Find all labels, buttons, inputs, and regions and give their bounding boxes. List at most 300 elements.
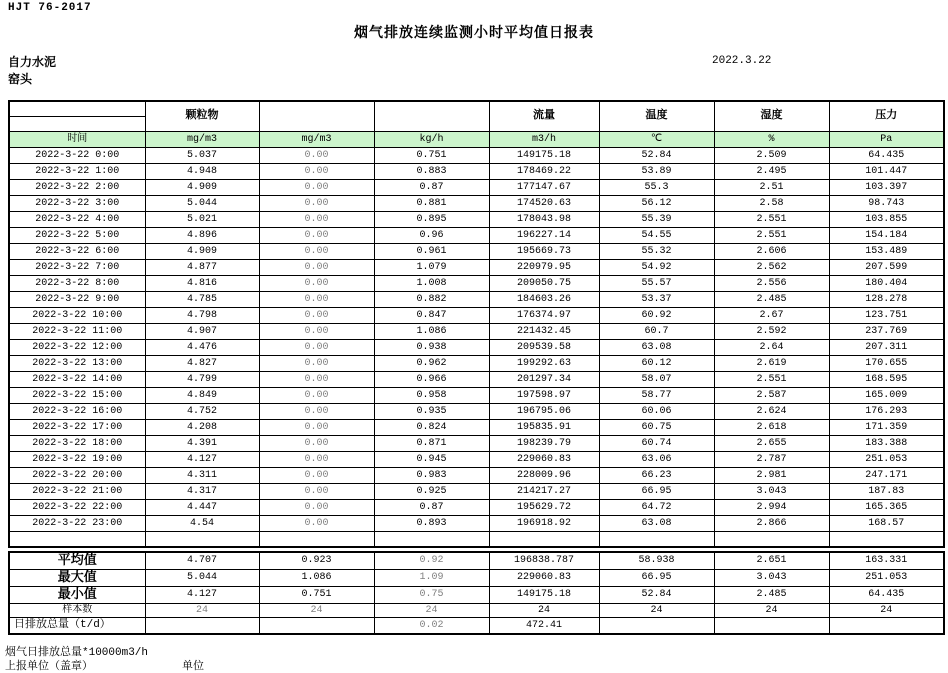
cell-value: 0.882 — [374, 292, 489, 308]
summary-value — [714, 618, 829, 635]
cell-value: 149175.18 — [489, 148, 599, 164]
cell-value: 123.751 — [829, 308, 944, 324]
table-row — [9, 244, 944, 260]
table-row — [9, 420, 944, 436]
summary-label: 最小值 — [9, 587, 145, 604]
summary-value: 52.84 — [599, 587, 714, 604]
cell-value: 53.89 — [599, 164, 714, 180]
cell-value: 60.7 — [599, 324, 714, 340]
summary-value: 3.043 — [714, 570, 829, 587]
cell-value: 154.184 — [829, 228, 944, 244]
cell-value: 199292.63 — [489, 356, 599, 372]
unit-header: mg/m3 — [259, 132, 374, 148]
unit-header: kg/h — [374, 132, 489, 148]
summary-row — [9, 587, 944, 604]
table-row — [9, 356, 944, 372]
summary-value: 24 — [489, 604, 599, 618]
table-area — [8, 100, 945, 635]
cell-value: 0.00 — [259, 196, 374, 212]
cell-time: 2022-3-22 1:00 — [9, 164, 145, 180]
cell-time: 2022-3-22 19:00 — [9, 452, 145, 468]
cell-value: 4.907 — [145, 324, 259, 340]
cell-value: 0.958 — [374, 388, 489, 404]
summary-value: 64.435 — [829, 587, 944, 604]
cell-value: 196918.92 — [489, 516, 599, 532]
cell-value: 0.893 — [374, 516, 489, 532]
table-row — [9, 196, 944, 212]
cell-value: 2.495 — [714, 164, 829, 180]
cell-value: 198239.79 — [489, 436, 599, 452]
cell-value: 165.009 — [829, 388, 944, 404]
summary-value: 24 — [145, 604, 259, 618]
summary-value: 1.086 — [259, 570, 374, 587]
cell-value: 4.752 — [145, 404, 259, 420]
header-spacer-cell — [9, 117, 145, 132]
cell-value: 53.37 — [599, 292, 714, 308]
summary-value: 24 — [714, 604, 829, 618]
cell-value: 60.12 — [599, 356, 714, 372]
unit-header: % — [714, 132, 829, 148]
cell-value: 1.086 — [374, 324, 489, 340]
table-row — [9, 372, 944, 388]
column-group-header — [374, 101, 489, 132]
cell-value: 64.72 — [599, 500, 714, 516]
column-group-header — [259, 101, 374, 132]
cell-value: 214217.27 — [489, 484, 599, 500]
cell-value: 4.816 — [145, 276, 259, 292]
cell-value: 4.54 — [145, 516, 259, 532]
cell-value: 2.592 — [714, 324, 829, 340]
column-group-header: 流量 — [489, 101, 599, 132]
summary-value — [145, 618, 259, 635]
cell-value: 4.476 — [145, 340, 259, 356]
cell-value: 2.551 — [714, 212, 829, 228]
data-table — [8, 100, 945, 548]
footer-note: 烟气日排放总量*10000m3/h — [5, 647, 149, 659]
summary-value: 2.485 — [714, 587, 829, 604]
cell-value: 0.00 — [259, 244, 374, 260]
summary-value: 5.044 — [145, 570, 259, 587]
cell-time: 2022-3-22 20:00 — [9, 468, 145, 484]
cell-value: 4.317 — [145, 484, 259, 500]
summary-row — [9, 618, 944, 635]
cell-value: 153.489 — [829, 244, 944, 260]
empty-cell — [714, 532, 829, 548]
cell-time: 2022-3-22 9:00 — [9, 292, 145, 308]
summary-value: 149175.18 — [489, 587, 599, 604]
summary-value: 66.95 — [599, 570, 714, 587]
cell-value: 0.847 — [374, 308, 489, 324]
cell-value: 0.00 — [259, 180, 374, 196]
summary-value: 2.651 — [714, 552, 829, 570]
cell-value: 195629.72 — [489, 500, 599, 516]
table-row — [9, 452, 944, 468]
cell-value: 4.896 — [145, 228, 259, 244]
summary-value: 0.751 — [259, 587, 374, 604]
cell-time: 2022-3-22 23:00 — [9, 516, 145, 532]
table-row — [9, 468, 944, 484]
table-row — [9, 212, 944, 228]
cell-value: 2.655 — [714, 436, 829, 452]
cell-value: 0.751 — [374, 148, 489, 164]
cell-value: 177147.67 — [489, 180, 599, 196]
cell-value: 2.619 — [714, 356, 829, 372]
table-row — [9, 340, 944, 356]
table-row — [9, 500, 944, 516]
summary-value: 4.707 — [145, 552, 259, 570]
cell-value: 58.07 — [599, 372, 714, 388]
header-spacer-cell — [9, 101, 145, 117]
cell-value: 4.798 — [145, 308, 259, 324]
cell-value: 54.55 — [599, 228, 714, 244]
summary-value: 0.75 — [374, 587, 489, 604]
cell-value: 0.824 — [374, 420, 489, 436]
cell-value: 170.655 — [829, 356, 944, 372]
cell-value: 64.435 — [829, 148, 944, 164]
cell-value: 247.171 — [829, 468, 944, 484]
table-row — [9, 404, 944, 420]
summary-value: 251.053 — [829, 570, 944, 587]
cell-value: 4.909 — [145, 180, 259, 196]
cell-value: 0.00 — [259, 420, 374, 436]
empty-cell — [599, 532, 714, 548]
cell-value: 55.57 — [599, 276, 714, 292]
cell-value: 0.00 — [259, 436, 374, 452]
cell-value: 63.06 — [599, 452, 714, 468]
summary-value: 229060.83 — [489, 570, 599, 587]
cell-value: 209539.58 — [489, 340, 599, 356]
table-row — [9, 308, 944, 324]
table-row — [9, 516, 944, 532]
cell-value: 0.966 — [374, 372, 489, 388]
cell-value: 2.551 — [714, 372, 829, 388]
cell-value: 2.67 — [714, 308, 829, 324]
cell-value: 0.00 — [259, 148, 374, 164]
cell-time: 2022-3-22 12:00 — [9, 340, 145, 356]
cell-time: 2022-3-22 7:00 — [9, 260, 145, 276]
cell-value: 228009.96 — [489, 468, 599, 484]
cell-value: 2.64 — [714, 340, 829, 356]
summary-value: 4.127 — [145, 587, 259, 604]
cell-value: 2.58 — [714, 196, 829, 212]
cell-value: 0.00 — [259, 484, 374, 500]
cell-time: 2022-3-22 10:00 — [9, 308, 145, 324]
cell-value: 3.043 — [714, 484, 829, 500]
summary-label: 日排放总量（t/d） — [9, 618, 145, 635]
cell-value: 187.83 — [829, 484, 944, 500]
cell-value: 0.00 — [259, 324, 374, 340]
cell-value: 63.08 — [599, 516, 714, 532]
cell-value: 2.51 — [714, 180, 829, 196]
cell-value: 0.00 — [259, 276, 374, 292]
cell-value: 0.00 — [259, 500, 374, 516]
cell-value: 2.866 — [714, 516, 829, 532]
summary-table — [8, 551, 945, 635]
cell-value: 229060.83 — [489, 452, 599, 468]
cell-value: 60.92 — [599, 308, 714, 324]
cell-time: 2022-3-22 2:00 — [9, 180, 145, 196]
cell-value: 0.00 — [259, 404, 374, 420]
cell-value: 168.57 — [829, 516, 944, 532]
cell-value: 58.77 — [599, 388, 714, 404]
cell-value: 2.618 — [714, 420, 829, 436]
cell-time: 2022-3-22 17:00 — [9, 420, 145, 436]
cell-value: 0.00 — [259, 340, 374, 356]
table-row — [9, 228, 944, 244]
summary-value: 24 — [259, 604, 374, 618]
cell-value: 176.293 — [829, 404, 944, 420]
cell-value: 237.769 — [829, 324, 944, 340]
summary-label: 最大值 — [9, 570, 145, 587]
cell-value: 0.96 — [374, 228, 489, 244]
cell-value: 0.881 — [374, 196, 489, 212]
cell-value: 0.00 — [259, 356, 374, 372]
cell-value: 66.23 — [599, 468, 714, 484]
cell-value: 5.044 — [145, 196, 259, 212]
summary-row — [9, 552, 944, 570]
table-row — [9, 324, 944, 340]
cell-time: 2022-3-22 5:00 — [9, 228, 145, 244]
cell-value: 178469.22 — [489, 164, 599, 180]
column-group-header: 湿度 — [714, 101, 829, 132]
cell-value: 2.981 — [714, 468, 829, 484]
cell-value: 0.938 — [374, 340, 489, 356]
summary-value: 1.09 — [374, 570, 489, 587]
summary-value — [599, 618, 714, 635]
cell-value: 55.39 — [599, 212, 714, 228]
summary-label: 样本数 — [9, 604, 145, 618]
cell-value: 171.359 — [829, 420, 944, 436]
station-name: 窑头 — [8, 73, 33, 87]
cell-value: 4.785 — [145, 292, 259, 308]
cell-value: 60.06 — [599, 404, 714, 420]
cell-value: 2.606 — [714, 244, 829, 260]
cell-value: 209050.75 — [489, 276, 599, 292]
time-column-header: 时间 — [9, 132, 145, 148]
footer-signature-line — [5, 657, 505, 673]
cell-value: 251.053 — [829, 452, 944, 468]
cell-value: 4.208 — [145, 420, 259, 436]
cell-value: 103.397 — [829, 180, 944, 196]
doc-code: HJT 76-2017 — [8, 2, 92, 14]
cell-value: 4.447 — [145, 500, 259, 516]
unit-header: ℃ — [599, 132, 714, 148]
cell-value: 195669.73 — [489, 244, 599, 260]
empty-row — [9, 532, 944, 548]
cell-value: 2.485 — [714, 292, 829, 308]
cell-value: 207.311 — [829, 340, 944, 356]
cell-value: 4.311 — [145, 468, 259, 484]
company-name: 自力水泥 — [8, 56, 57, 70]
cell-time: 2022-3-22 3:00 — [9, 196, 145, 212]
report-date: 2022.3.22 — [712, 55, 772, 67]
cell-value: 5.037 — [145, 148, 259, 164]
cell-value: 0.962 — [374, 356, 489, 372]
cell-time: 2022-3-22 6:00 — [9, 244, 145, 260]
cell-value: 4.127 — [145, 452, 259, 468]
summary-value: 24 — [374, 604, 489, 618]
cell-value: 1.079 — [374, 260, 489, 276]
cell-value: 0.983 — [374, 468, 489, 484]
cell-value: 220979.95 — [489, 260, 599, 276]
cell-time: 2022-3-22 11:00 — [9, 324, 145, 340]
cell-time: 2022-3-22 18:00 — [9, 436, 145, 452]
cell-value: 178043.98 — [489, 212, 599, 228]
empty-cell — [259, 532, 374, 548]
summary-value: 0.923 — [259, 552, 374, 570]
cell-value: 0.87 — [374, 180, 489, 196]
cell-time: 2022-3-22 0:00 — [9, 148, 145, 164]
cell-value: 4.799 — [145, 372, 259, 388]
cell-value: 56.12 — [599, 196, 714, 212]
cell-value: 128.278 — [829, 292, 944, 308]
cell-value: 0.00 — [259, 452, 374, 468]
cell-value: 183.388 — [829, 436, 944, 452]
cell-value: 0.00 — [259, 388, 374, 404]
table-row — [9, 148, 944, 164]
cell-value: 2.587 — [714, 388, 829, 404]
summary-row — [9, 570, 944, 587]
column-group-header: 颗粒物 — [145, 101, 259, 132]
cell-value: 4.948 — [145, 164, 259, 180]
cell-value: 2.624 — [714, 404, 829, 420]
cell-time: 2022-3-22 15:00 — [9, 388, 145, 404]
cell-value: 0.00 — [259, 516, 374, 532]
empty-cell — [9, 532, 145, 548]
cell-value: 0.00 — [259, 292, 374, 308]
cell-time: 2022-3-22 4:00 — [9, 212, 145, 228]
cell-value: 4.827 — [145, 356, 259, 372]
cell-value: 2.562 — [714, 260, 829, 276]
table-row — [9, 292, 944, 308]
cell-value: 2.787 — [714, 452, 829, 468]
empty-cell — [374, 532, 489, 548]
cell-value: 66.95 — [599, 484, 714, 500]
cell-value: 2.994 — [714, 500, 829, 516]
table-row — [9, 484, 944, 500]
cell-value: 2.551 — [714, 228, 829, 244]
column-group-header: 压力 — [829, 101, 944, 132]
page-title: 烟气排放连续监测小时平均值日报表 — [354, 26, 594, 42]
empty-cell — [829, 532, 944, 548]
cell-value: 176374.97 — [489, 308, 599, 324]
summary-value: 0.02 — [374, 618, 489, 635]
cell-value: 0.883 — [374, 164, 489, 180]
cell-value: 0.925 — [374, 484, 489, 500]
cell-value: 168.595 — [829, 372, 944, 388]
cell-value: 55.32 — [599, 244, 714, 260]
summary-value: 58.938 — [599, 552, 714, 570]
table-row — [9, 436, 944, 452]
cell-value: 52.84 — [599, 148, 714, 164]
cell-value: 0.945 — [374, 452, 489, 468]
cell-value: 5.021 — [145, 212, 259, 228]
cell-value: 196227.14 — [489, 228, 599, 244]
cell-value: 103.855 — [829, 212, 944, 228]
unit-label: 单位 — [182, 661, 204, 673]
summary-value: 24 — [599, 604, 714, 618]
cell-value: 0.00 — [259, 228, 374, 244]
cell-value: 63.08 — [599, 340, 714, 356]
empty-cell — [489, 532, 599, 548]
cell-value: 221432.45 — [489, 324, 599, 340]
summary-value: 163.331 — [829, 552, 944, 570]
cell-value: 0.961 — [374, 244, 489, 260]
table-row — [9, 164, 944, 180]
cell-value: 0.935 — [374, 404, 489, 420]
cell-value: 0.00 — [259, 164, 374, 180]
summary-value: 472.41 — [489, 618, 599, 635]
cell-time: 2022-3-22 21:00 — [9, 484, 145, 500]
cell-value: 0.00 — [259, 212, 374, 228]
summary-value: 24 — [829, 604, 944, 618]
cell-value: 0.00 — [259, 372, 374, 388]
unit-header-row — [9, 132, 944, 148]
cell-value: 201297.34 — [489, 372, 599, 388]
cell-value: 0.895 — [374, 212, 489, 228]
cell-value: 2.556 — [714, 276, 829, 292]
cell-value: 0.00 — [259, 308, 374, 324]
unit-header: Pa — [829, 132, 944, 148]
cell-time: 2022-3-22 8:00 — [9, 276, 145, 292]
cell-value: 174520.63 — [489, 196, 599, 212]
column-group-header: 温度 — [599, 101, 714, 132]
cell-value: 4.909 — [145, 244, 259, 260]
cell-value: 0.871 — [374, 436, 489, 452]
table-row — [9, 388, 944, 404]
summary-value — [829, 618, 944, 635]
report-unit-label: 上报单位（盖章） — [5, 661, 93, 673]
cell-value: 4.877 — [145, 260, 259, 276]
summary-label: 平均值 — [9, 552, 145, 570]
cell-value: 1.008 — [374, 276, 489, 292]
summary-row — [9, 604, 944, 618]
cell-time: 2022-3-22 13:00 — [9, 356, 145, 372]
table-row — [9, 260, 944, 276]
unit-header: m3/h — [489, 132, 599, 148]
cell-value: 197598.97 — [489, 388, 599, 404]
cell-value: 60.75 — [599, 420, 714, 436]
cell-value: 180.404 — [829, 276, 944, 292]
empty-cell — [145, 532, 259, 548]
cell-value: 184603.26 — [489, 292, 599, 308]
cell-value: 207.599 — [829, 260, 944, 276]
unit-header: mg/m3 — [145, 132, 259, 148]
cell-value: 0.87 — [374, 500, 489, 516]
cell-value: 54.92 — [599, 260, 714, 276]
group-header-row — [9, 101, 944, 117]
cell-value: 0.00 — [259, 468, 374, 484]
summary-value: 0.92 — [374, 552, 489, 570]
cell-value: 195835.91 — [489, 420, 599, 436]
cell-time: 2022-3-22 16:00 — [9, 404, 145, 420]
summary-value: 196838.787 — [489, 552, 599, 570]
cell-value: 55.3 — [599, 180, 714, 196]
cell-value: 101.447 — [829, 164, 944, 180]
cell-value: 165.365 — [829, 500, 944, 516]
cell-time: 2022-3-22 14:00 — [9, 372, 145, 388]
cell-value: 60.74 — [599, 436, 714, 452]
summary-value — [259, 618, 374, 635]
cell-value: 0.00 — [259, 260, 374, 276]
cell-time: 2022-3-22 22:00 — [9, 500, 145, 516]
cell-value: 4.849 — [145, 388, 259, 404]
table-row — [9, 180, 944, 196]
cell-value: 4.391 — [145, 436, 259, 452]
cell-value: 2.509 — [714, 148, 829, 164]
cell-value: 196795.06 — [489, 404, 599, 420]
table-row — [9, 276, 944, 292]
